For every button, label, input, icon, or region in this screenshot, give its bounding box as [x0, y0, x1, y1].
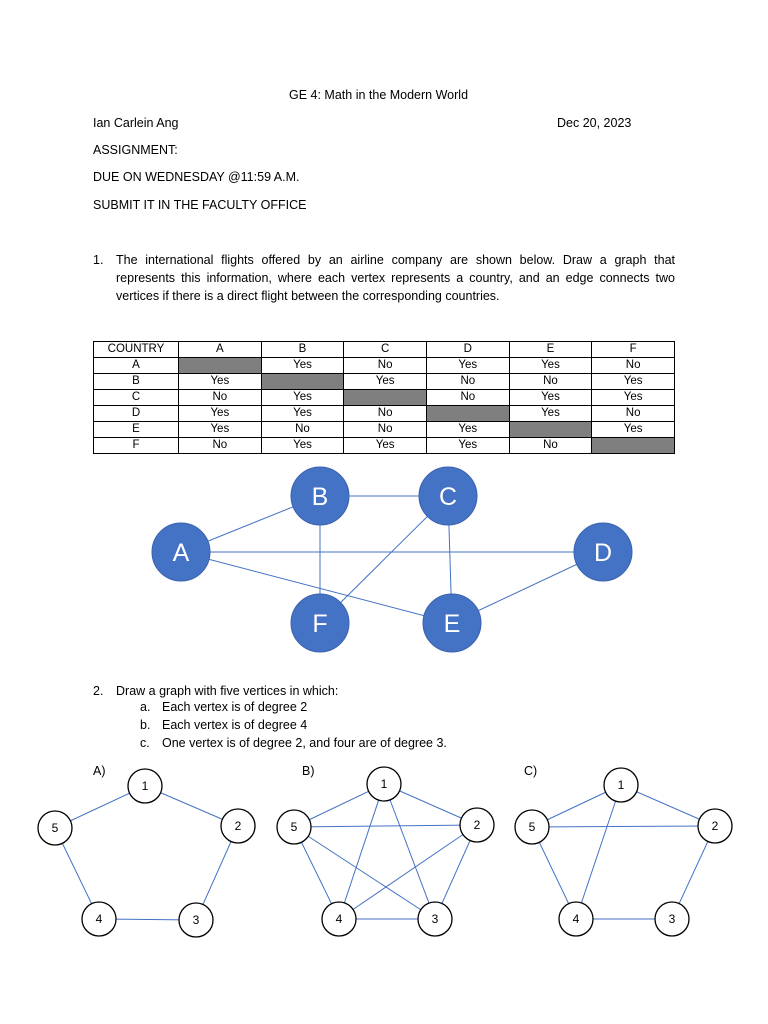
- flight-cell: No: [592, 406, 675, 422]
- vertex-5: [38, 811, 72, 845]
- node-label: C: [438, 483, 458, 511]
- vertex-5: [515, 810, 549, 844]
- table-header-cell: A: [179, 342, 262, 358]
- question-2-item-b: [140, 718, 307, 732]
- flight-cell: Yes: [509, 390, 592, 406]
- question-2-item-a: [140, 700, 307, 714]
- vertex-label: 3: [431, 912, 439, 926]
- edge-1-4: [576, 785, 621, 919]
- flight-cell: Yes: [592, 374, 675, 390]
- item-letter: c.: [140, 736, 150, 750]
- answer-graph-1: [277, 767, 494, 936]
- flight-cell: No: [344, 422, 427, 438]
- vertex-4: [322, 902, 356, 936]
- flight-cell: No: [179, 438, 262, 454]
- vertex-4: [82, 902, 116, 936]
- country-node-F: [291, 594, 349, 652]
- vertex-label: 1: [141, 779, 149, 793]
- vertex-label: 3: [192, 913, 200, 927]
- flight-cell: Yes: [261, 406, 344, 422]
- vertex-label: 2: [234, 819, 242, 833]
- table-header-cell: D: [426, 342, 509, 358]
- table-header-cell: C: [344, 342, 427, 358]
- flight-cell: Yes: [179, 406, 262, 422]
- item-letter: b.: [140, 718, 151, 732]
- table-header-cell: E: [509, 342, 592, 358]
- question-1-number: 1.: [93, 253, 104, 267]
- vertex-label: 4: [95, 912, 103, 926]
- flight-cell: Yes: [426, 422, 509, 438]
- country-cell: B: [94, 374, 179, 390]
- course-title: GE 4: Math in the Modern World: [289, 88, 469, 102]
- student-name: Ian Carlein Ang: [93, 116, 179, 130]
- flight-cell: No: [426, 374, 509, 390]
- answer-graph-0: [38, 769, 255, 937]
- vertex-label: 2: [473, 818, 481, 832]
- edge-3-5: [294, 827, 435, 919]
- question-2-number: 2.: [93, 684, 104, 698]
- country-cell: F: [94, 438, 179, 454]
- flight-cell: Yes: [509, 406, 592, 422]
- item-letter: a.: [140, 700, 151, 714]
- flight-cell: Yes: [509, 358, 592, 374]
- vertex-label: 1: [380, 777, 388, 791]
- country-graph-edges: [181, 496, 603, 623]
- answer-graphs: [38, 767, 732, 937]
- vertex-2: [698, 809, 732, 843]
- flight-cell: Yes: [179, 422, 262, 438]
- vertex-label: 5: [51, 821, 59, 835]
- table-header-cell: F: [592, 342, 675, 358]
- node-label: D: [593, 539, 613, 567]
- vertex-label: 5: [290, 820, 298, 834]
- vertex-3: [655, 902, 689, 936]
- question-1-text: The international flights offered by an airline company are shown below. Draw a graph that represents this information, where each vertex represents a country, and an edge connects two vertices if there is a direct flight between the corresponding countries.: [116, 253, 675, 303]
- edge-5-2: [532, 826, 715, 827]
- country-graph-nodes: [152, 467, 632, 652]
- flight-cell: No: [426, 390, 509, 406]
- country-node-D: [574, 523, 632, 581]
- flight-cell: No: [509, 374, 592, 390]
- table-header-cell: B: [261, 342, 344, 358]
- flight-cell: No: [179, 390, 262, 406]
- vertex-1: [367, 767, 401, 801]
- flight-cell: Yes: [344, 374, 427, 390]
- question-2-text: Draw a graph with five vertices in which:: [116, 684, 339, 698]
- vertex-4: [559, 902, 593, 936]
- item-text: One vertex is of degree 2, and four are of degree 3.: [162, 736, 447, 750]
- flight-cell: Yes: [261, 438, 344, 454]
- flight-cell: Yes: [592, 422, 675, 438]
- flight-cell: Yes: [179, 374, 262, 390]
- answer-label-c: C): [524, 764, 538, 778]
- node-label: F: [312, 610, 328, 638]
- country-node-B: [291, 467, 349, 525]
- submit-instruction: SUBMIT IT IN THE FACULTY OFFICE: [93, 198, 307, 212]
- country-cell: A: [94, 358, 179, 374]
- country-cell: D: [94, 406, 179, 422]
- vertex-3: [418, 902, 452, 936]
- edge-1-3: [384, 784, 435, 919]
- vertex-label: 1: [617, 778, 625, 792]
- country-node-A: [152, 523, 210, 581]
- vertex-label: 3: [668, 912, 676, 926]
- vertex-3: [179, 903, 213, 937]
- country-cell: E: [94, 422, 179, 438]
- flight-cell: Yes: [592, 390, 675, 406]
- item-text: Each vertex is of degree 2: [162, 700, 308, 714]
- due-date-line: DUE ON WEDNESDAY @11:59 A.M.: [93, 170, 300, 184]
- node-label: E: [443, 610, 461, 638]
- flight-cell: Yes: [344, 438, 427, 454]
- vertex-label: 2: [711, 819, 719, 833]
- vertex-1: [128, 769, 162, 803]
- vertex-1: [604, 768, 638, 802]
- submission-date: Dec 20, 2023: [557, 116, 632, 130]
- edge-2-5: [294, 825, 477, 827]
- flight-cell: Yes: [261, 358, 344, 374]
- edge-1-4: [339, 784, 384, 919]
- flight-cell: Yes: [426, 438, 509, 454]
- table-header-cell: COUNTRY: [94, 342, 179, 358]
- flight-cell: No: [592, 358, 675, 374]
- question-2: [93, 682, 675, 700]
- country-node-E: [423, 594, 481, 652]
- flight-cell: No: [261, 422, 344, 438]
- assignment-label: ASSIGNMENT:: [93, 143, 178, 157]
- flight-cell: Yes: [261, 390, 344, 406]
- answer-label-b: B): [302, 764, 315, 778]
- vertex-2: [221, 809, 255, 843]
- vertex-label: 4: [335, 912, 343, 926]
- item-text: Each vertex is of degree 4: [162, 718, 308, 732]
- vertex-label: 4: [572, 912, 580, 926]
- flight-cell: No: [344, 406, 427, 422]
- answer-label-a: A): [93, 764, 106, 778]
- vertex-5: [277, 810, 311, 844]
- country-node-C: [419, 467, 477, 525]
- node-label: A: [172, 539, 190, 567]
- vertex-2: [460, 808, 494, 842]
- vertex-label: 5: [528, 820, 536, 834]
- country-cell: C: [94, 390, 179, 406]
- answer-graph-2: [515, 768, 732, 936]
- node-label: B: [311, 483, 329, 511]
- question-2-item-c: [140, 736, 447, 750]
- flight-cell: Yes: [426, 358, 509, 374]
- flight-cell: No: [344, 358, 427, 374]
- flight-cell: No: [509, 438, 592, 454]
